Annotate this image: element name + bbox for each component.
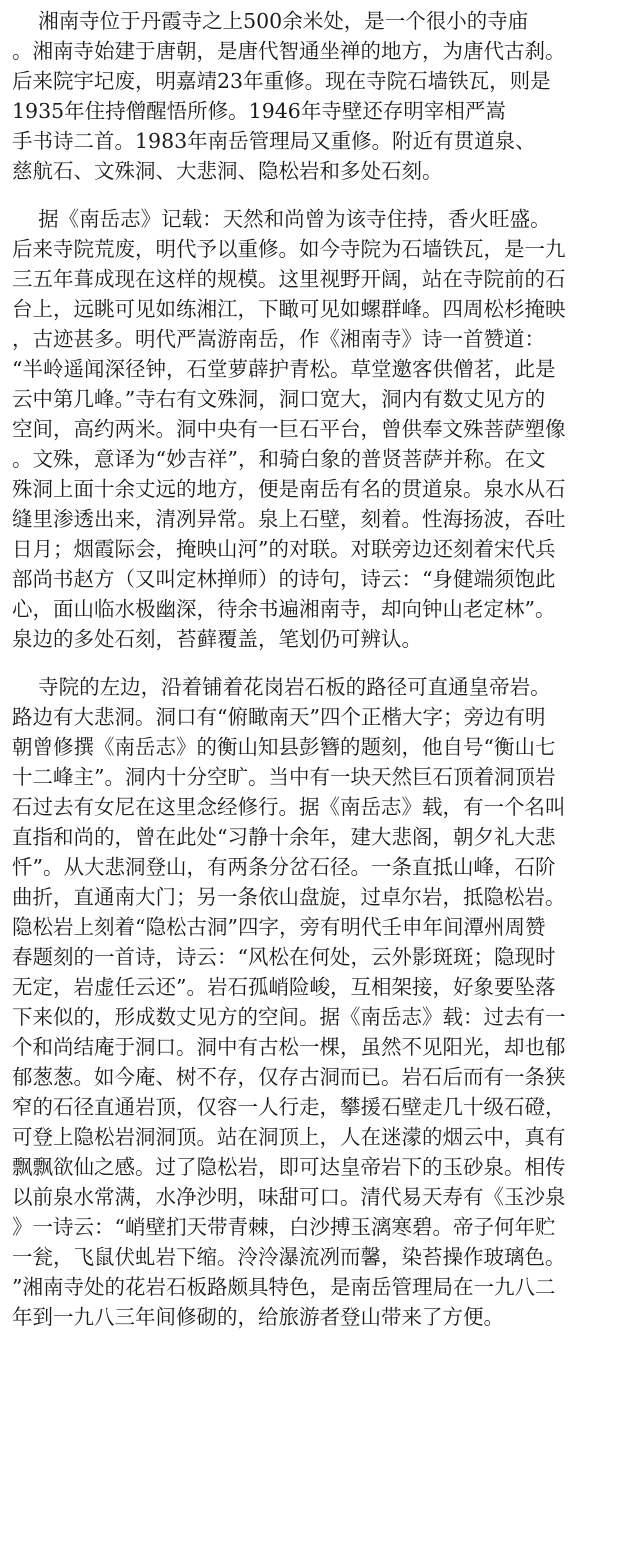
text-line: 手书诗二首。1983年南岳管理局又重修。附近有贯道泉、 (12, 129, 536, 153)
text-line: 隐松岩上刻着“隐松古洞”四字，旁有明代壬申年间潭州周赞 (12, 915, 546, 939)
text-line: 心，面山临水极幽深，待余书遍湘南寺，却向钟山老定林”。 (12, 597, 556, 621)
text-line: 后来寺院荒废，明代予以重修。如今寺院为石墙铁瓦，是一九 (12, 237, 566, 261)
document-body (12, 4, 632, 1332)
text-line: 。湘南寺始建于唐朝，是唐代智通坐禅的地方，为唐代古刹。 (12, 39, 566, 63)
paragraph-1 (12, 6, 632, 186)
text-line: 1935年住持僧醒悟所修。1946年寺壁还存明宰相严嵩 (12, 99, 506, 123)
text-line: 寺院的左边，沿着铺着花岗岩石板的路径可直通皇帝岩。 (12, 675, 551, 699)
text-line: 部尚书赵方（又叫定林掸师）的诗句，诗云：“身健端须饱此 (12, 567, 556, 591)
text-line: 直指和尚的，曾在此处“习静十余年，建大悲阁，朝夕礼大悲 (12, 825, 556, 849)
text-line: 云中第几峰。”寺右有文殊洞，洞口宽大，洞内有数丈见方的 (12, 387, 546, 411)
text-line: 路边有大悲洞。洞口有“俯瞰南天”四个正楷大字；旁边有明 (12, 705, 546, 729)
text-line: 春题刻的一首诗，诗云：“风松在何处，云外影斑斑；隐现时 (12, 945, 556, 969)
text-line: 》一诗云：“峭壁扪天带青棘，白沙搏玉漓寒碧。帝子何年贮 (12, 1215, 556, 1239)
text-line: ，古迹甚多。明代严嵩游南岳，作《湘南寺》诗一首赞道： (12, 327, 545, 351)
text-line: 郁葱葱。如今庵、树不存，仅存古洞而已。岩石后而有一条狭 (12, 1065, 566, 1089)
text-line: 三五年葺成现在这样的规模。这里视野开阔，站在寺院前的石 (12, 267, 566, 291)
text-line: “半岭遥闻深径钟，石堂萝薜护青松。草堂邀客供僧茗，此是 (12, 357, 556, 381)
text-line: 飘飘欲仙之感。过了隐松岩，即可达皇帝岩下的玉砂泉。相传 (12, 1155, 566, 1179)
text-line: 台上，远眺可见如练湘江，下瞰可见如螺群峰。四周松杉掩映 (12, 297, 566, 321)
text-line: 曲折，直通南大门；另一条依山盘旋，过卓尔岩，抵隐松岩。 (12, 885, 566, 909)
text-line: 。文殊，意译为“妙吉祥”，和骑白象的普贤菩萨并称。在文 (12, 447, 546, 471)
text-line: ”湘南寺处的花岩石板路颇具特色，是南岳管理局在一九八二 (12, 1275, 556, 1299)
text-line: 朝曾修撰《南岳志》的衡山知县彭簪的题刻，他自号“衡山七 (12, 735, 556, 759)
text-line: 年到一九八三年间修砌的，给旅游者登山带来了方便。 (12, 1305, 504, 1329)
text-line: 个和尚结庵于洞口。洞中有古松一棵，虽然不见阳光，却也郁 (12, 1035, 566, 1059)
text-line: 缝里渗透出来，清冽异常。泉上石壁，刻着。性海扬波，吞吐 (12, 507, 566, 531)
text-line: 窄的石径直通岩顶，仅容一人行走，攀援石壁走几十级石磴， (12, 1095, 566, 1119)
text-line: 泉边的多处石刻，苔藓覆盖，笔划仍可辨认。 (12, 627, 422, 651)
text-line: 一瓮，飞鼠伏虬岩下缩。泠泠瀑流冽而馨，染苔操作玻璃色。 (12, 1245, 566, 1269)
text-line: 据《南岳志》记载：天然和尚曾为该寺住持，香火旺盛。 (12, 207, 551, 231)
text-line: 可登上隐松岩洞洞顶。站在洞顶上，人在迷濛的烟云中，真有 (12, 1125, 566, 1149)
text-line: 日月；烟霞际会，掩映山河”的对联。对联旁边还刻着宋代兵 (12, 537, 556, 561)
text-line: 以前泉水常满，水净沙明，味甜可口。清代易天寿有《玉沙泉 (12, 1185, 566, 1209)
text-line: 下来似的，形成数丈见方的空间。据《南岳志》载：过去有一 (12, 1005, 566, 1029)
text-line: 空间，高约两米。洞中央有一巨石平台，曾供奉文殊菩萨塑像 (12, 417, 566, 441)
paragraph-3 (12, 672, 632, 1332)
text-line: 慈航石、文殊洞、大悲洞、隐松岩和多处石刻。 (12, 159, 443, 183)
text-line: 湘南寺位于丹霞寺之上500余米处，是一个很小的寺庙 (12, 9, 529, 33)
text-line: 十二峰主”。洞内十分空旷。当中有一块天然巨石顶着洞顶岩 (12, 765, 556, 789)
paragraph-2 (12, 204, 632, 654)
text-line: 无定，岩虚任云还”。岩石孤峭险峻，互相架接，好象要坠落 (12, 975, 556, 999)
text-line: 殊洞上面十余丈远的地方，便是南岳有名的贯道泉。泉水从石 (12, 477, 566, 501)
text-line: 石过去有女尼在这里念经修行。据《南岳志》载，有一个名叫 (12, 795, 566, 819)
text-line: 后来院宇圮废，明嘉靖23年重修。现在寺院石墙铁瓦，则是 (12, 69, 551, 93)
text-line: 忏”。从大悲洞登山，有两条分岔石径。一条直抵山峰，石阶 (12, 855, 556, 879)
